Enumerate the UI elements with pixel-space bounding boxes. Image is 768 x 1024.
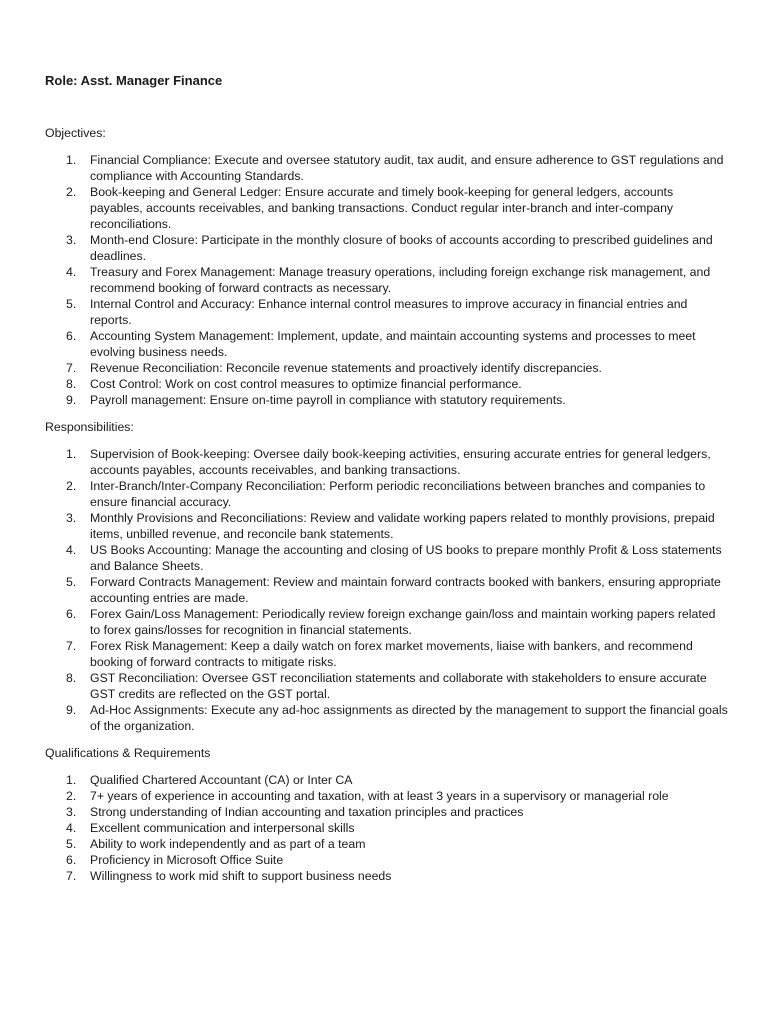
list-item-text: Inter-Branch/Inter-Company Reconciliation: Perform periodic reconciliations between branches and companies to ensure financial accuracy. — [90, 479, 706, 509]
list-item: 5. Ability to work independently and as part of a team — [66, 837, 366, 851]
qualifications-list — [45, 772, 728, 884]
list-item: 2. 7+ years of experience in accounting and taxation, with at least 3 years in a supervisory or managerial role — [66, 789, 669, 803]
list-item: 1. Supervision of Book-keeping: Oversee daily book-keeping activities, ensuring accurate entries for general ledgers, accounts payables, accounts receivables, and banking transactions. — [66, 447, 711, 477]
list-item-text: Forex Gain/Loss Management: Periodically review foreign exchange gain/loss and maintain working papers related to forex gains/losses for recognition in financial statements. — [90, 607, 716, 637]
list-item: 8. GST Reconciliation: Oversee GST reconciliation statements and collaborate with stakeholders to ensure accurate GST credits are reflected on the GST portal. — [66, 671, 707, 701]
list-item: 4. Treasury and Forex Management: Manage treasury operations, including foreign exchange risk management, and recommend booking of forward contracts as necessary. — [66, 265, 711, 295]
list-item-text: Proficiency in Microsoft Office Suite — [90, 853, 284, 867]
list-item: 2. Book-keeping and General Ledger: Ensure accurate and timely book-keeping for general ledgers, accounts payables, accounts receivables, and banking transactions. Conduct regular inter-branch and inter-company reconciliations. — [66, 185, 674, 231]
responsibilities-section — [45, 419, 728, 734]
list-item-text: US Books Accounting: Manage the accounting and closing of US books to prepare monthly Profit & Loss statements and Balance Sheets. — [90, 543, 722, 573]
list-item: 6. Proficiency in Microsoft Office Suite — [66, 853, 284, 867]
list-item: 4. Excellent communication and interpersonal skills — [66, 821, 355, 835]
list-item: 3. Month-end Closure: Participate in the monthly closure of books of accounts according to prescribed guidelines and deadlines. — [66, 233, 713, 263]
list-item-text: Strong understanding of Indian accounting and taxation principles and practices — [90, 805, 524, 819]
list-item-text: Accounting System Management: Implement, update, and maintain accounting systems and processes to meet evolving business needs. — [90, 329, 696, 359]
list-item-text: Cost Control: Work on cost control measures to optimize financial performance. — [90, 377, 522, 391]
list-item: 6. Forex Gain/Loss Management: Periodically review foreign exchange gain/loss and maintain working papers related to forex gains/losses for recognition in financial statements. — [66, 607, 716, 637]
list-item: 1. Financial Compliance: Execute and oversee statutory audit, tax audit, and ensure adherence to GST regulations and compliance with Accounting Standards. — [66, 153, 724, 183]
list-item-text: GST Reconciliation: Oversee GST reconciliation statements and collaborate with stakeholders to ensure accurate GST credits are reflected on the GST portal. — [90, 671, 707, 701]
list-item: 7. Forex Risk Management: Keep a daily watch on forex market movements, liaise with bankers, and recommend booking of forward contracts to mitigate risks. — [66, 639, 693, 669]
objectives-list — [45, 152, 728, 408]
responsibilities-heading: Responsibilities: — [45, 420, 134, 434]
list-item: 5. Internal Control and Accuracy: Enhance internal control measures to improve accuracy in financial entries and reports. — [66, 297, 688, 327]
list-item-text: Revenue Reconciliation: Reconcile revenue statements and proactively identify discrepancies. — [90, 361, 602, 375]
page-title: Role: Asst. Manager Finance — [45, 73, 223, 88]
list-item: 8. Cost Control: Work on cost control measures to optimize financial performance. — [66, 377, 522, 391]
list-item-text: Forex Risk Management: Keep a daily watch on forex market movements, liaise with bankers, and recommend booking of forward contracts to mitigate risks. — [90, 639, 693, 669]
list-item-text: Payroll management: Ensure on-time payroll in compliance with statutory requirements. — [90, 393, 566, 407]
list-item: 2. Inter-Branch/Inter-Company Reconciliation: Perform periodic reconciliations between branches and companies to ensure financial accuracy. — [66, 479, 706, 509]
list-item-text: Treasury and Forex Management: Manage treasury operations, including foreign exchange risk management, and recommend booking of forward contracts as necessary. — [90, 265, 711, 295]
objectives-section — [45, 125, 728, 408]
objectives-heading: Objectives: — [45, 126, 106, 140]
list-item-text: Ad-Hoc Assignments: Execute any ad-hoc assignments as directed by the management to support the financial goals of the organization. — [90, 703, 728, 733]
list-item-text: Forward Contracts Management: Review and maintain forward contracts booked with bankers, ensuring appropriate accounting entries are made. — [90, 575, 721, 605]
list-item: 6. Accounting System Management: Implement, update, and maintain accounting systems and processes to meet evolving business needs. — [66, 329, 696, 359]
list-item-text: Book-keeping and General Ledger: Ensure accurate and timely book-keeping for general ledgers, accounts payables, accounts receivables, and banking transactions. Conduct regular inter-branch and inter-company reconciliations. — [90, 185, 674, 231]
list-item: 7. Willingness to work mid shift to support business needs — [66, 869, 392, 883]
list-item-text: Qualified Chartered Accountant (CA) or Inter CA — [90, 773, 353, 787]
list-item-text: Financial Compliance: Execute and oversee statutory audit, tax audit, and ensure adherence to GST regulations and compliance with Accounting Standards. — [90, 153, 724, 183]
list-item-text: Willingness to work mid shift to support business needs — [90, 869, 392, 883]
list-item: 9. Payroll management: Ensure on-time payroll in compliance with statutory requirements. — [66, 393, 566, 407]
list-item-text: Internal Control and Accuracy: Enhance internal control measures to improve accuracy in financial entries and reports. — [90, 297, 688, 327]
list-item: 3. Monthly Provisions and Reconciliations: Review and validate working papers related to monthly provisions, prepaid items, unbilled revenue, and reconcile bank statements. — [66, 511, 715, 541]
list-item-text: Ability to work independently and as part of a team — [90, 837, 366, 851]
qualifications-heading: Qualifications & Requirements — [45, 746, 211, 760]
list-item: 4. US Books Accounting: Manage the accounting and closing of US books to prepare monthly Profit & Loss statements and Balance Sheets. — [66, 543, 722, 573]
list-item-text: Excellent communication and interpersonal skills — [90, 821, 355, 835]
list-item-text: Monthly Provisions and Reconciliations: Review and validate working papers related to monthly provisions, prepaid items, unbilled revenue, and reconcile bank statements. — [90, 511, 715, 541]
list-item: 1. Qualified Chartered Accountant (CA) or Inter CA — [66, 773, 353, 787]
list-item-text: Month-end Closure: Participate in the monthly closure of books of accounts according to prescribed guidelines and deadlines. — [90, 233, 713, 263]
responsibilities-list — [45, 446, 728, 734]
list-item: 7. Revenue Reconciliation: Reconcile revenue statements and proactively identify discrepancies. — [66, 361, 602, 375]
list-item-text: Supervision of Book-keeping: Oversee daily book-keeping activities, ensuring accurate entries for general ledgers, accounts payables, accounts receivables, and banking transactions. — [90, 447, 711, 477]
qualifications-section — [45, 745, 728, 884]
list-item: 3. Strong understanding of Indian accounting and taxation principles and practices — [66, 805, 524, 819]
list-item-text: 7+ years of experience in accounting and taxation, with at least 3 years in a supervisory or managerial role — [90, 789, 669, 803]
list-item: 5. Forward Contracts Management: Review and maintain forward contracts booked with bankers, ensuring appropriate accounting entries are made. — [66, 575, 721, 605]
list-item: 9. Ad-Hoc Assignments: Execute any ad-hoc assignments as directed by the management to support the financial goals of the organization. — [66, 703, 728, 733]
